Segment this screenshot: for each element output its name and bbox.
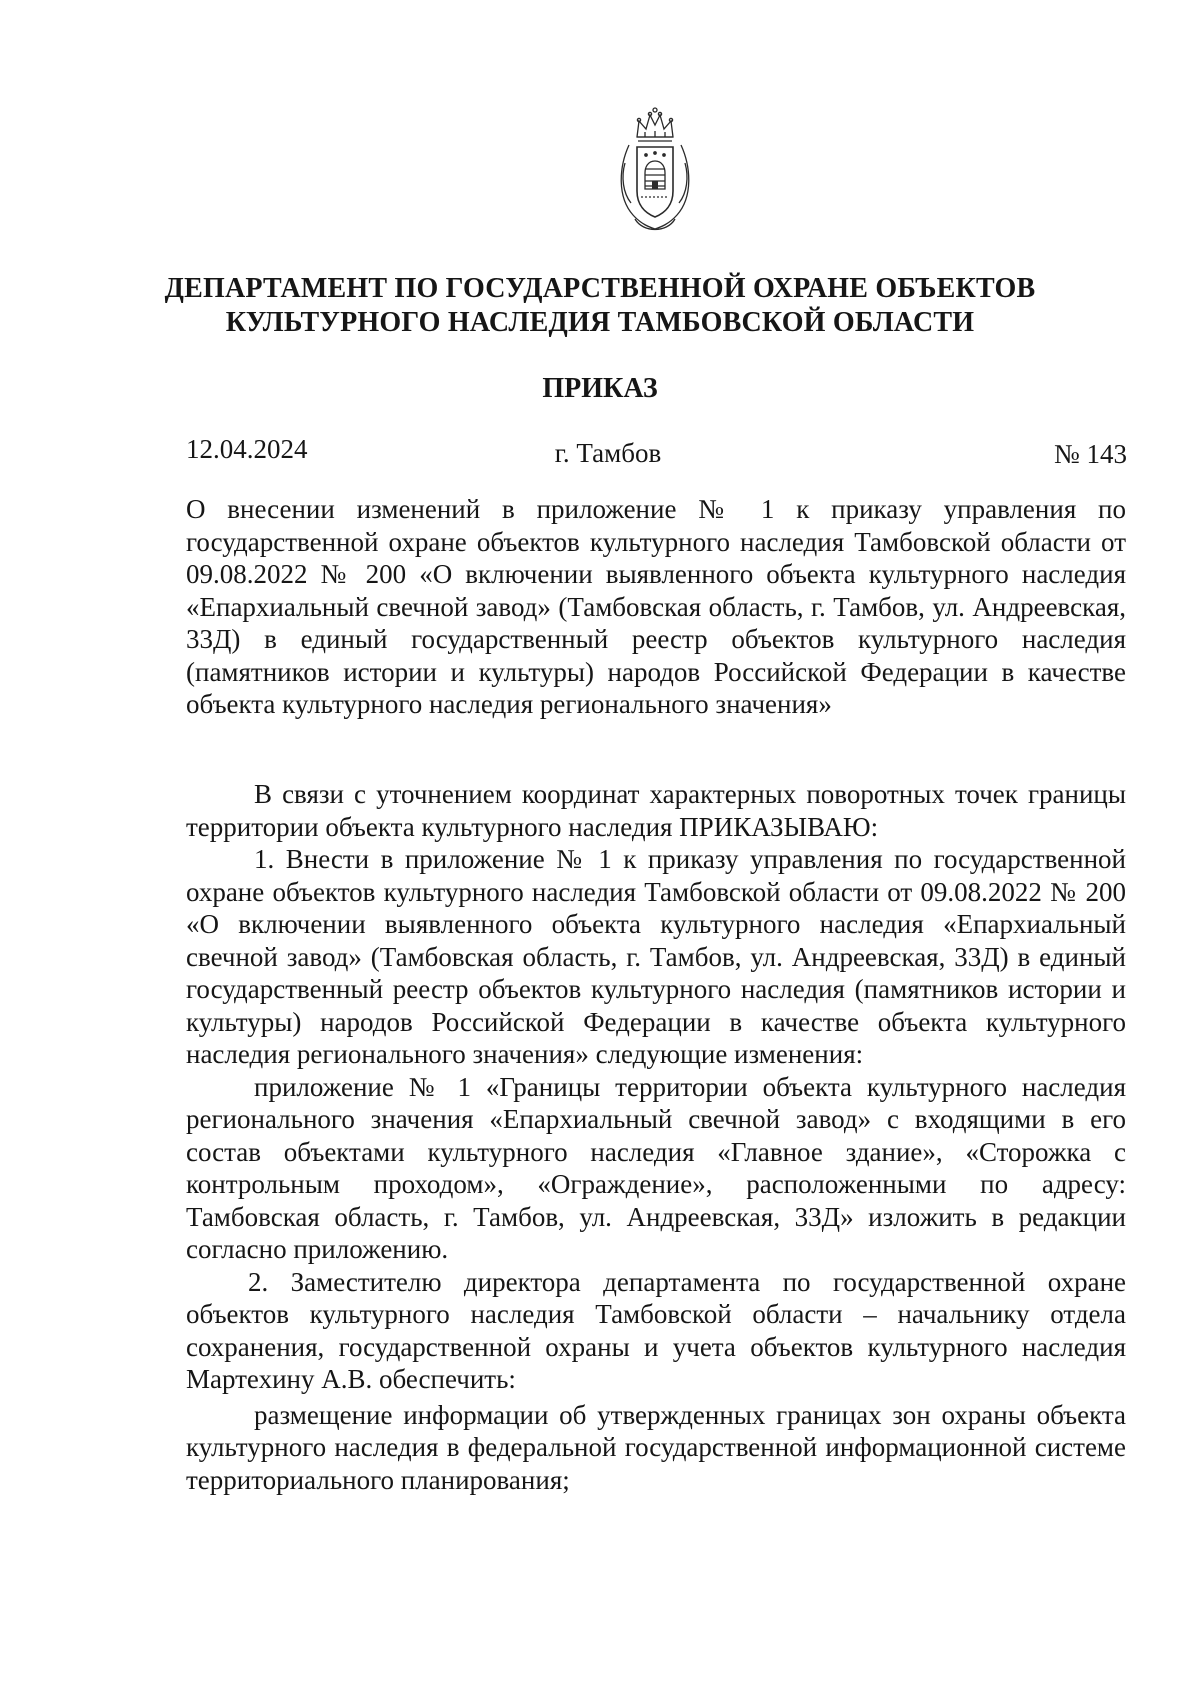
- department-title-line2: КУЛЬТУРНОГО НАСЛЕДИЯ ТАМБОВСКОЙ ОБЛАСТИ: [225, 307, 975, 338]
- order-date: 12.04.2024: [186, 434, 308, 464]
- item-1-paragraph: 1. Внести в приложение № 1 к приказу управления по государственной охране объектов культурного наследия Тамбовской области от 09.08.2022 № 200 «О включении выявленного объекта культурного наследия «Епархиальный свечной завод» (Тамбовская область, г. Тамбов, ул. Андреевская, 33Д) в единый государственный реестр объектов культурного наследия (памятников истории и культуры) народов Российской Федерации в качестве объекта культурного наследия регионального значения» следующие изменения:: [186, 844, 1126, 1069]
- tambov-coat-of-arms-icon: [615, 107, 695, 237]
- order-city: г. Тамбов: [554, 438, 662, 468]
- item-2-paragraph: 2. Заместителю директора департамента по государственной охране объектов культурного наследия Тамбовской области – начальнику отдела сохранения, государственной охраны и учета объектов культурного наследия Мартехину А.В. обеспечить:: [186, 1266, 1126, 1394]
- document-type: ПРИКАЗ: [542, 373, 658, 404]
- preamble-paragraph: В связи с уточнением координат характерных поворотных точек границы территории объекта культурного наследия ПРИКАЗЫВАЮ:: [186, 779, 1126, 842]
- department-title: [120, 272, 1080, 340]
- item-2-detail-paragraph: размещение информации об утвержденных границах зон охраны объекта культурного наследия в федеральной государственной информационной системе территориального планирования;: [186, 1399, 1126, 1495]
- item-1-detail-paragraph: приложение № 1 «Границы территории объекта культурного наследия регионального значения «Епархиальный свечной завод» с входящими в его состав объектами культурного наследия «Главное здание», «Сторожка с контрольным проходом», «Ограждение», расположенными по адресу: Тамбовская область, г. Тамбов, ул. Андреевская, 33Д» изложить в редакции согласно приложению.: [186, 1071, 1126, 1264]
- order-body: [186, 778, 1126, 1496]
- department-title-line1: ДЕПАРТАМЕНТ ПО ГОСУДАРСТВЕННОЙ ОХРАНЕ ОБЪЕКТОВ: [164, 273, 1036, 304]
- order-number: № 143: [1053, 439, 1127, 469]
- order-subject: О внесении изменений в приложение № 1 к приказу управления по государственной охране объектов культурного наследия Тамбовской области от 09.08.2022 № 200 «О включении выявленного объекта культурного наследия «Епархиальный свечной завод» (Тамбовская область, г. Тамбов, ул. Андреевская, 33Д) в единый государственный реестр объектов культурного наследия (памятников истории и культуры) народов Российской Федерации в качестве объекта культурного наследия регионального значения»: [186, 494, 1126, 719]
